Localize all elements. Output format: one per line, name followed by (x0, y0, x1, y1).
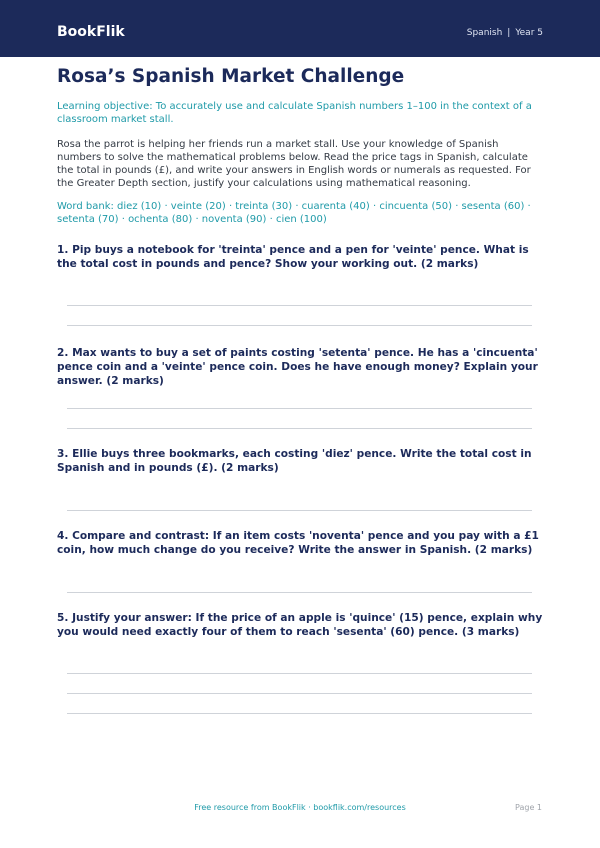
answer-line[interactable] (67, 592, 532, 593)
header-bar (0, 0, 600, 57)
answer-line[interactable] (67, 713, 532, 714)
answer-line[interactable] (67, 693, 532, 694)
answer-line[interactable] (67, 305, 532, 306)
question-3: 3. Ellie buys three bookmarks, each costing 'diez' pence. Write the total cost in Spanish and in pounds (£). (2 marks) (57, 448, 532, 474)
question-2: 2. Max wants to buy a set of paints costing 'setenta' pence. He has a 'cincuenta' pence coin and a 'veinte' pence coin. Does he have enough money? Explain your answer. (2 marks) (57, 347, 538, 387)
meta-separator: | (507, 28, 511, 38)
question-1: 1. Pip buys a notebook for 'treinta' pence and a pen for 'veinte' pence. What is the total cost in pounds and pence? Show your working out. (2 marks) (57, 244, 529, 270)
answer-line[interactable] (67, 408, 532, 409)
answer-line[interactable] (67, 510, 532, 511)
word-bank: Word bank: diez (10) · veinte (20) · treinta (30) · cuarenta (40) · cincuenta (50) · sesenta (60) · setenta (70) · ochenta (80) · noventa (90) · cien (100) (57, 201, 531, 225)
page-number: Page 1 (515, 803, 542, 812)
subject-label: Spanish (466, 28, 503, 38)
intro-paragraph: Rosa the parrot is helping her friends run a market stall. Use your knowledge of Spanish numbers to solve the mathematical problems below. Read the price tags in Spanish, calculate the total in pounds (£), and write your answers in English words or numerals as requested. For the Greater Depth section, justify your calculations using mathematical reasoning. (57, 139, 531, 189)
question-4: 4. Compare and contrast: If an item costs 'noventa' pence and you pay with a £1 coin, how much change do you receive? Write the answer in Spanish. (2 marks) (57, 530, 539, 556)
answer-line[interactable] (67, 428, 532, 429)
answer-line[interactable] (67, 673, 532, 674)
brand-logo[interactable]: BookFlik (57, 24, 125, 40)
year-label: Year 5 (515, 28, 543, 38)
learning-objective: Learning objective: To accurately use and calculate Spanish numbers 1–100 in the context of a classroom market stall. (57, 101, 532, 125)
header-meta (467, 28, 543, 39)
question-5: 5. Justify your answer: If the price of an apple is 'quince' (15) pence, explain why you would need exactly four of them to reach 'sesenta' (60) pence. (3 marks) (57, 612, 543, 638)
footer-text[interactable]: Free resource from BookFlik · bookflik.com/resources (194, 803, 406, 812)
page-title: Rosa’s Spanish Market Challenge (57, 66, 405, 87)
answer-line[interactable] (67, 325, 532, 326)
